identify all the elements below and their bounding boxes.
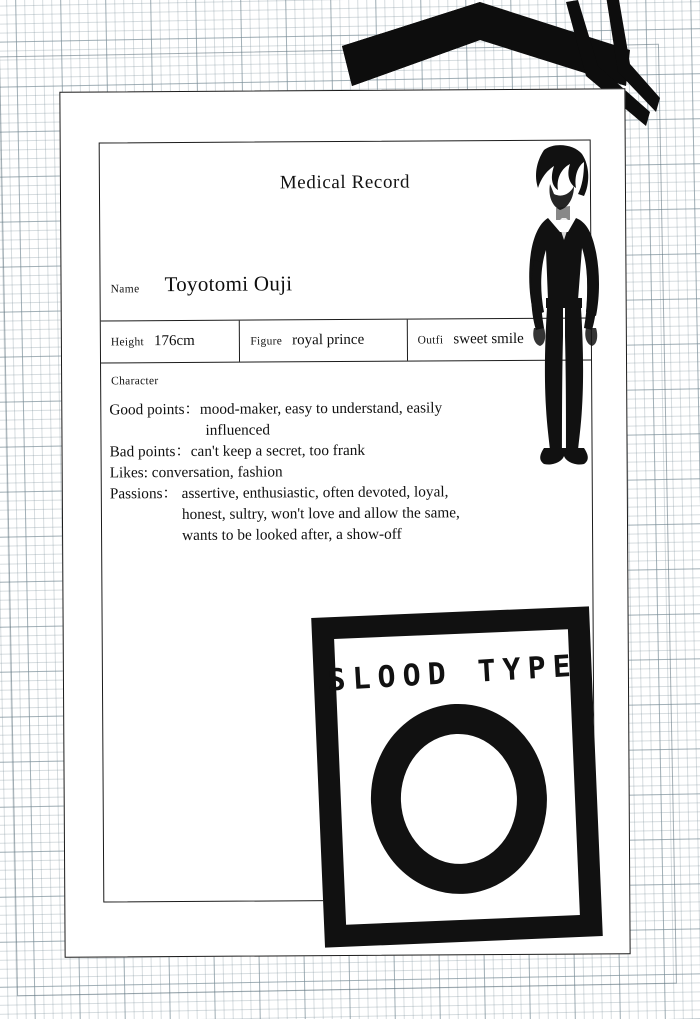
figure-value: royal prince	[292, 331, 365, 349]
outfit-value: sweet smile	[453, 330, 524, 348]
height-label: Height	[110, 335, 145, 348]
height-value: 176cm	[153, 332, 195, 350]
name-value: Toyotomi Ouji	[164, 271, 293, 297]
stats-row	[101, 318, 591, 363]
outfit-label: Outfi	[417, 333, 444, 347]
character-line: Likes: conversation, fashion	[109, 463, 283, 482]
character-line: Passions： assertive, enthusiastic, often devoted, loyal,	[109, 483, 449, 503]
character-label: Character	[111, 375, 159, 388]
stat-cell-figure	[240, 320, 408, 362]
character-description	[109, 397, 580, 547]
name-label: Name	[110, 283, 140, 296]
blood-type-stamp	[311, 606, 603, 947]
character-line: wants to be looked after, a show-off	[182, 525, 402, 544]
character-line: Bad points：can't keep a secret, too frank	[109, 441, 366, 461]
name-row	[100, 232, 591, 321]
character-line: influenced	[205, 421, 271, 439]
character-line: honest, sultry, won't love and allow the same,	[181, 504, 460, 523]
page-title: Medical Record	[279, 171, 411, 194]
stat-cell-outfit	[408, 318, 591, 360]
character-line: Good points：mood-maker, easy to understand, easily	[109, 399, 443, 419]
figure-label: Figure	[250, 334, 283, 348]
stat-cell-height	[101, 321, 241, 363]
stamp-label: SLOOD TYPE	[326, 648, 579, 699]
